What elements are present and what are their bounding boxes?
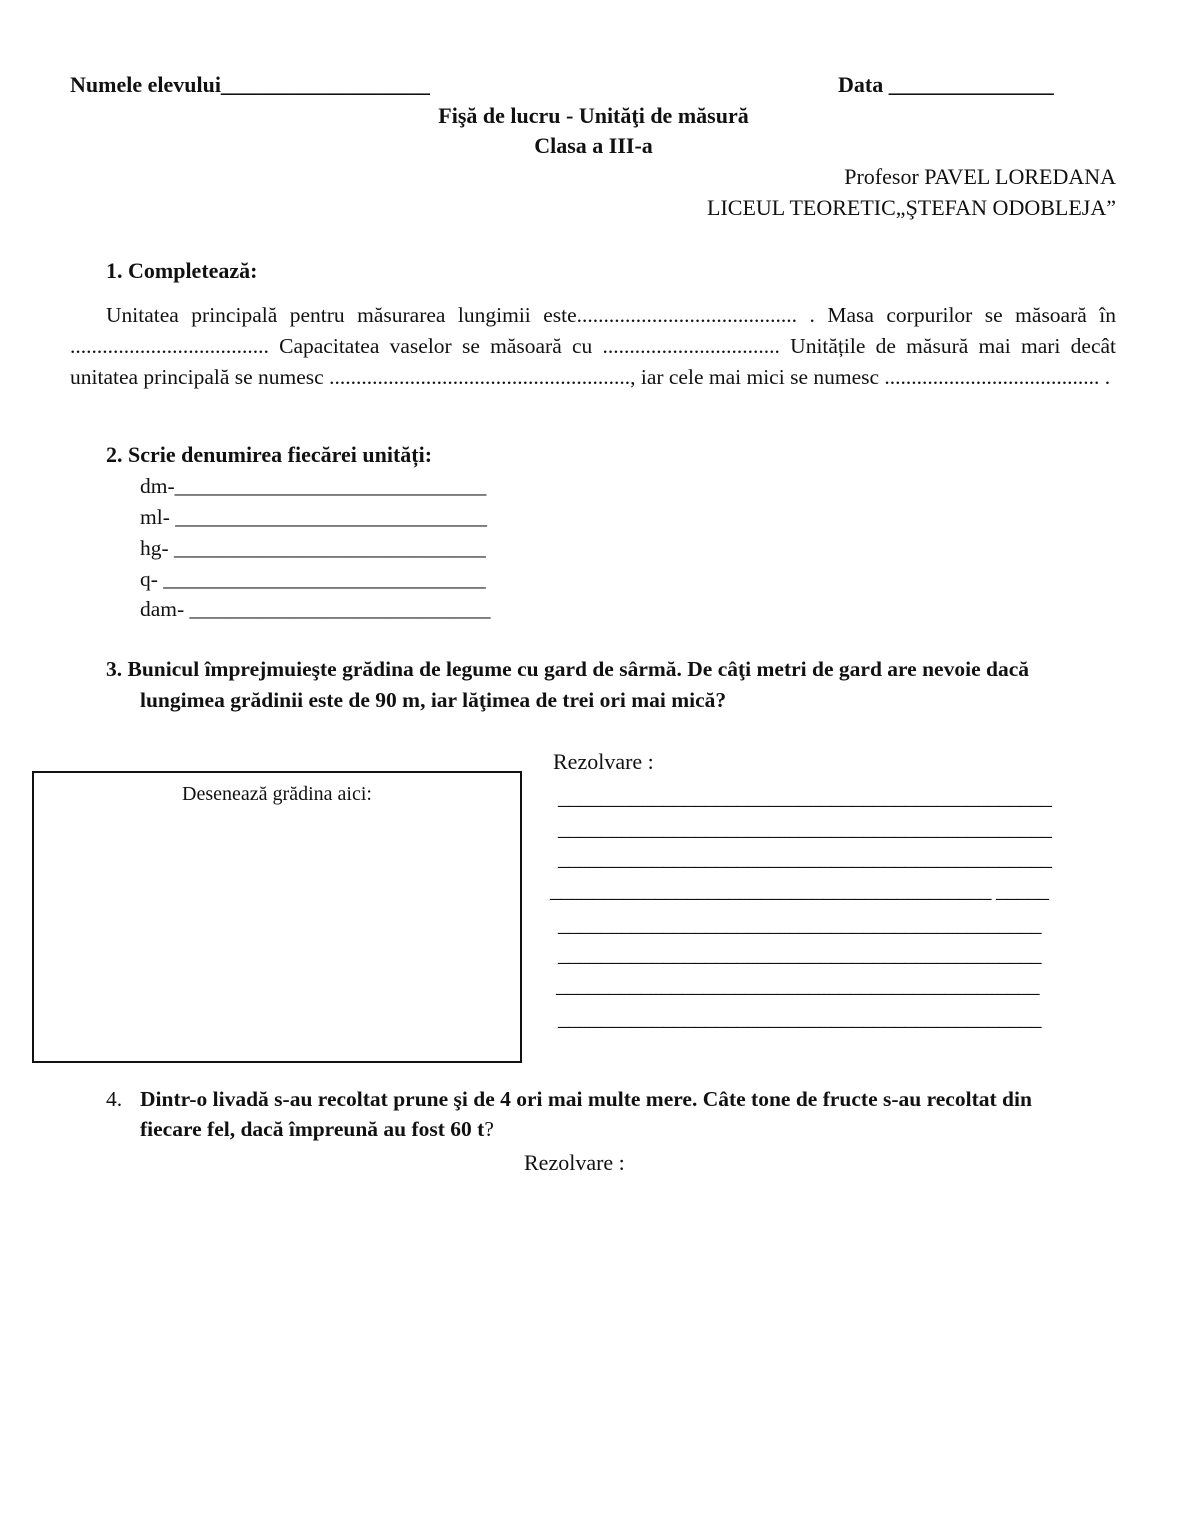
answer-line[interactable]: ______________________________________________ — [558, 1005, 1041, 1030]
student-name-field[interactable]: Numele elevului___________________ — [70, 72, 430, 97]
answer-line[interactable]: _______________________________________________ — [558, 845, 1052, 870]
teacher-name: Profesor PAVEL LOREDANA — [844, 164, 1116, 189]
grade-label: Clasa a III-a — [534, 133, 653, 158]
unit-ml-field[interactable]: ml- _____________________________ — [140, 505, 487, 529]
answer-line[interactable]: _______________________________________________ — [558, 815, 1052, 840]
unit-hg-field[interactable]: hg- _____________________________ — [140, 536, 486, 560]
q3-rezolvare-label: Rezolvare : — [553, 749, 654, 774]
q4-text-line2 — [140, 1115, 494, 1144]
school-name: LICEUL TEORETIC„ŞTEFAN ODOBLEJA” — [707, 195, 1116, 220]
q1-text: Unitatea principală pentru măsurarea lungimii este......................................... . Masa corpurilor se măsoară în ..................................... Capacitatea vaselor se măsoară cu ................................. Unitățile de măsură mai mari decât unitatea principală se numesc ........................................................, iar cele mai mici se numesc ........................................ . — [70, 303, 1116, 389]
q4-rezolvare-label: Rezolvare : — [524, 1150, 625, 1175]
garden-drawing-box[interactable] — [32, 771, 522, 1063]
answer-line[interactable]: ______________________________________________ — [558, 941, 1041, 966]
draw-box-label: Desenează grădina aici: — [182, 783, 372, 805]
answer-line[interactable]: __________________________________________ _____ — [550, 877, 1049, 902]
unit-q-field[interactable]: q- ______________________________ — [140, 567, 486, 591]
q2-heading: 2. Scrie denumirea fiecărei unități: — [106, 442, 433, 467]
answer-line[interactable]: ______________________________________________ — [556, 972, 1039, 997]
q4-question-mark: ? — [484, 1117, 494, 1141]
q4-text-line2-bold: fiecare fel, dacă împreună au fost 60 t — [140, 1117, 485, 1141]
unit-dm-field[interactable]: dm-_____________________________ — [140, 474, 487, 498]
worksheet-title: Fişă de lucru - Unităţi de măsură — [438, 103, 749, 128]
q1-paragraph — [70, 300, 1116, 393]
answer-line[interactable]: ______________________________________________ — [558, 911, 1041, 936]
date-field[interactable]: Data _______________ — [838, 72, 1054, 97]
q4-number: 4. — [106, 1087, 123, 1111]
q1-heading: 1. Completează: — [106, 258, 258, 283]
q3-heading-line2: lungimea grădinii este de 90 m, iar lăţimea de trei ori mai mică? — [140, 688, 727, 712]
unit-dam-field[interactable]: dam- ____________________________ — [140, 597, 491, 621]
answer-line[interactable]: _______________________________________________ — [558, 784, 1052, 809]
q3-heading-line1: 3. Bunicul împrejmuieşte grădina de legume cu gard de sârmă. De câţi metri de gard are nevoie dacă — [106, 657, 1029, 681]
q4-text-line1: Dintr-o livadă s-au recoltat prune şi de 4 ori mai multe mere. Câte tone de fructe s-au recoltat din — [140, 1087, 1032, 1111]
